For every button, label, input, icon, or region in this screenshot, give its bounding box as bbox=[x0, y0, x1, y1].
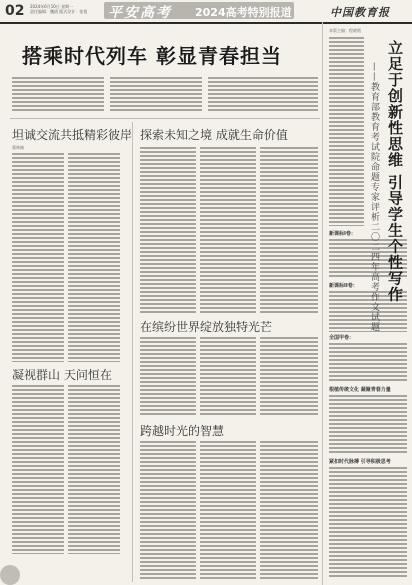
sidebar-vertical-subtitle: ——教育部教育考试院命题专家评析二〇二四年高考作文试题 bbox=[369, 62, 379, 332]
date-line: 2024年6月10日 星期一 bbox=[30, 4, 74, 9]
section-title-mid-top: 探索未知之境 成就生命价值 bbox=[140, 128, 288, 142]
section-title-left-top: 坦诚交流共抵精彩彼岸 bbox=[12, 128, 133, 142]
section-title-left-bottom: 凝视群山 天问恒在 bbox=[12, 368, 112, 382]
article-text bbox=[200, 440, 256, 580]
intro-text-col3 bbox=[208, 76, 318, 112]
sidebar-label: 本版主编：程晓霞 bbox=[329, 28, 361, 33]
sidebar-bottom-head-1: 根植传统文化 凝聚青春力量 bbox=[329, 387, 391, 393]
sidebar-text bbox=[329, 466, 407, 578]
newspaper-brand: 中国教育报 bbox=[330, 6, 390, 19]
banner-title: 平安高考 bbox=[108, 5, 172, 21]
article-text bbox=[200, 146, 256, 314]
sidebar-subhead-3: 全国甲卷： bbox=[329, 335, 355, 341]
page-number: 02 bbox=[5, 3, 25, 19]
article-text bbox=[140, 146, 196, 314]
sidebar-subhead-1: 新课标I卷： bbox=[329, 231, 356, 237]
byline-left-top: 董林楠 bbox=[12, 145, 24, 150]
sidebar-divider bbox=[322, 22, 323, 585]
article-text bbox=[12, 152, 64, 362]
article-text bbox=[200, 336, 256, 416]
section-title-mid-bottom: 跨越时光的智慧 bbox=[140, 424, 225, 438]
sidebar-text bbox=[329, 36, 364, 226]
intro-text-col2 bbox=[110, 76, 202, 112]
sidebar-subhead-2: 新课标II卷： bbox=[329, 283, 358, 289]
article-text bbox=[12, 384, 64, 554]
editor-line: 责任编辑：魏倩 版式设计：张悦 bbox=[30, 9, 88, 14]
page-headline: 搭乘时代列车 彰显青春担当 bbox=[22, 44, 282, 68]
article-text bbox=[260, 146, 318, 314]
article-text bbox=[260, 336, 318, 416]
date-info bbox=[30, 4, 100, 14]
banner-subtitle: 2024高考特别报道 bbox=[195, 6, 292, 19]
article-text bbox=[260, 440, 318, 580]
section-title-mid-middle: 在缤纷世界绽放独特光芒 bbox=[140, 320, 273, 334]
sidebar-vertical-title: 立足于创新性思维 引导学生个性写作 bbox=[386, 40, 404, 303]
article-text bbox=[140, 440, 196, 580]
section-divider bbox=[10, 118, 320, 119]
brand-seal-icon bbox=[0, 565, 20, 585]
sidebar-text bbox=[329, 394, 407, 454]
column-divider bbox=[132, 122, 133, 582]
article-text bbox=[140, 336, 196, 416]
article-text bbox=[68, 384, 120, 554]
intro-text-col1 bbox=[12, 76, 104, 112]
sidebar-bottom-head-2: 紧扣时代脉搏 引导积极思考 bbox=[329, 459, 391, 465]
masthead bbox=[0, 0, 412, 24]
sidebar-text bbox=[329, 342, 407, 382]
article-text bbox=[68, 152, 120, 362]
